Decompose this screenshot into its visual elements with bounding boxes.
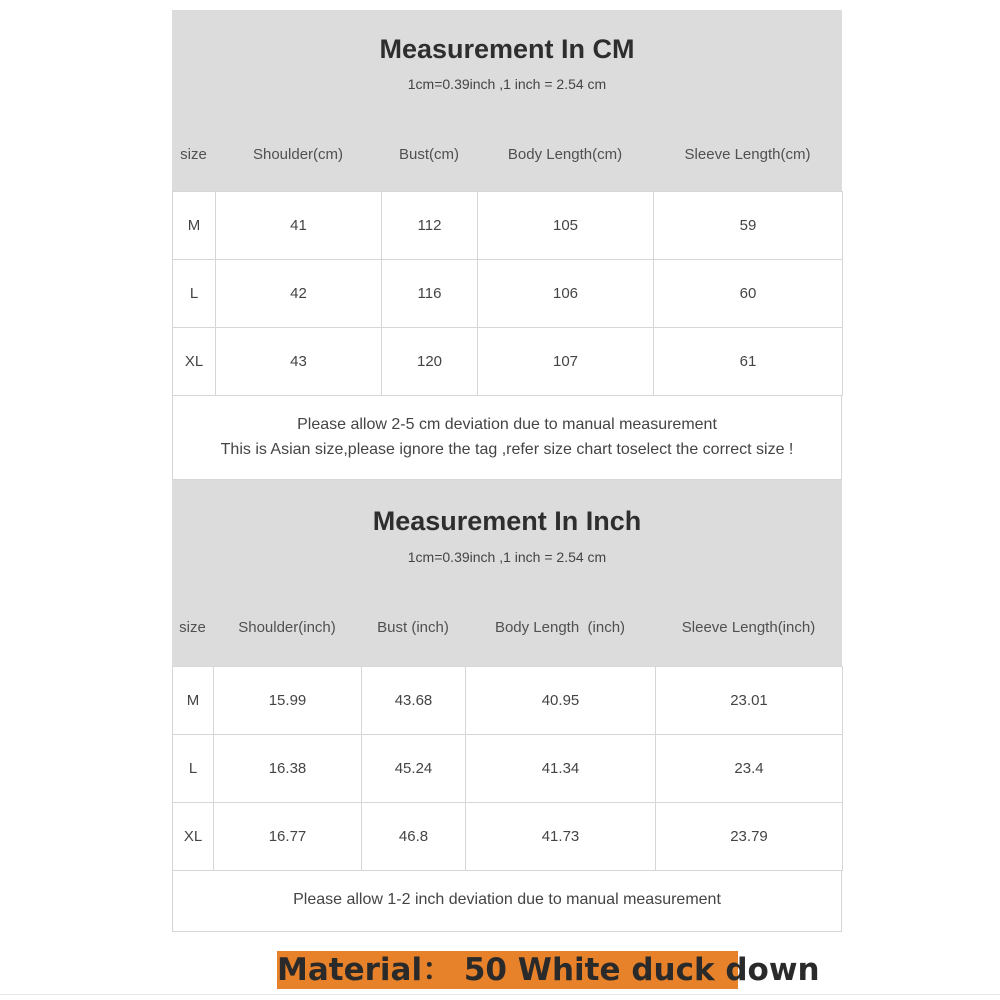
body-length-cell: 105 [478, 192, 654, 260]
shoulder-cell: 42 [216, 260, 382, 328]
body-length-cell: 107 [478, 328, 654, 396]
table-row [173, 735, 843, 803]
inch-table [172, 666, 843, 871]
shoulder-cell: 15.99 [214, 667, 362, 735]
inch-header-sleeve-length: Sleeve Length(inch) [681, 619, 816, 636]
cm-note [172, 396, 842, 480]
size-cell: L [173, 260, 216, 328]
inch-header-shoulder: Shoulder(inch) [238, 619, 336, 636]
bust-cell: 46.8 [362, 803, 466, 871]
cm-header-shoulder: Shoulder(cm) [252, 146, 344, 163]
inch-chart-title: Measurement In Inch [372, 506, 642, 536]
inch-header-size: size [179, 619, 206, 636]
size-cell: L [173, 735, 214, 803]
body-length-cell: 41.34 [466, 735, 656, 803]
inch-note-deviation: Please allow 1-2 inch deviation due to manual measurement [293, 891, 721, 908]
size-cell: XL [173, 328, 216, 396]
inch-header-body-length: Body Length (inch) [494, 619, 626, 636]
cm-chart-subtitle: 1cm=0.39inch ,1 inch = 2.54 cm [407, 76, 607, 92]
table-row [173, 803, 843, 871]
inch-chart-subtitle: 1cm=0.39inch ,1 inch = 2.54 cm [407, 549, 607, 565]
cm-table [172, 191, 843, 396]
sleeve-length-cell: 61 [654, 328, 843, 396]
sleeve-length-cell: 59 [654, 192, 843, 260]
table-row [173, 192, 843, 260]
inch-note [172, 871, 842, 932]
size-cell: M [173, 667, 214, 735]
table-row [173, 328, 843, 396]
cm-header-sleeve-length: Sleeve Length(cm) [684, 146, 811, 163]
material-banner: Material： 50 White duck down [277, 952, 820, 988]
bust-cell: 112 [382, 192, 478, 260]
cm-note-asian-size: This is Asian size,please ignore the tag ,refer size chart toselect the correct size ! [220, 441, 794, 458]
cm-header-bust: Bust(cm) [399, 146, 459, 163]
inch-header-bust: Bust (inch) [377, 619, 449, 636]
inch-size-chart [172, 480, 842, 932]
body-length-cell: 106 [478, 260, 654, 328]
table-row [173, 260, 843, 328]
body-length-cell: 41.73 [466, 803, 656, 871]
cm-size-chart [172, 10, 842, 480]
sleeve-length-cell: 23.79 [656, 803, 843, 871]
cm-chart-header [172, 10, 842, 191]
bust-cell: 43.68 [362, 667, 466, 735]
sleeve-length-cell: 60 [654, 260, 843, 328]
table-row [173, 667, 843, 735]
cm-header-body-length: Body Length(cm) [507, 146, 623, 163]
bust-cell: 116 [382, 260, 478, 328]
size-cell: M [173, 192, 216, 260]
sleeve-length-cell: 23.4 [656, 735, 843, 803]
shoulder-cell: 41 [216, 192, 382, 260]
body-length-cell: 40.95 [466, 667, 656, 735]
sleeve-length-cell: 23.01 [656, 667, 843, 735]
bust-cell: 120 [382, 328, 478, 396]
cm-header-size: size [180, 146, 207, 163]
bottom-divider [0, 994, 1000, 995]
shoulder-cell: 43 [216, 328, 382, 396]
shoulder-cell: 16.38 [214, 735, 362, 803]
size-cell: XL [173, 803, 214, 871]
inch-chart-header [172, 480, 842, 666]
cm-note-deviation: Please allow 2-5 cm deviation due to manual measurement [297, 416, 717, 433]
cm-chart-title: Measurement In CM [379, 34, 635, 64]
bust-cell: 45.24 [362, 735, 466, 803]
shoulder-cell: 16.77 [214, 803, 362, 871]
